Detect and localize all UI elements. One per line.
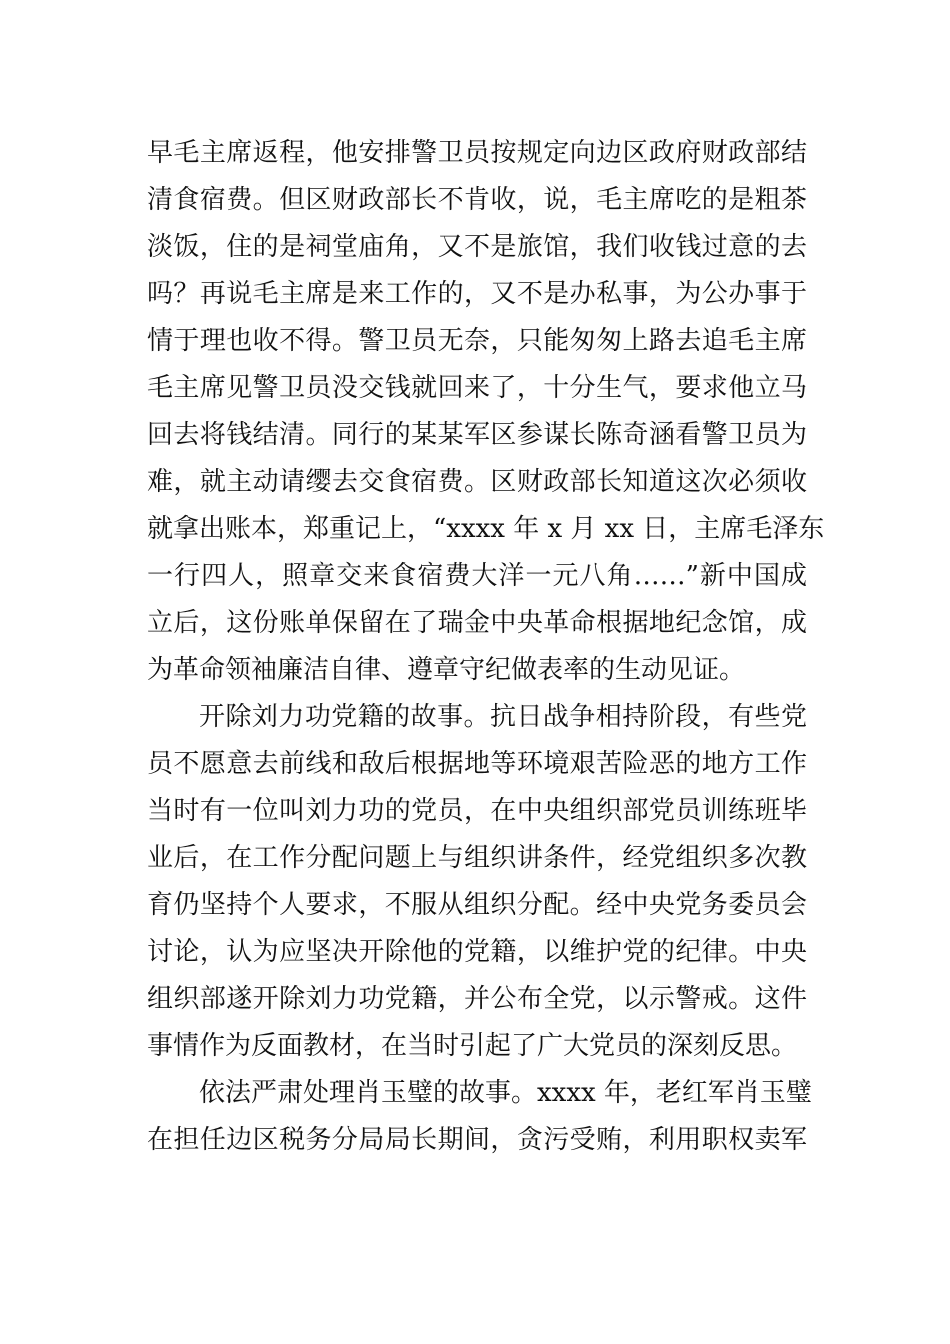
text-line: 清食宿费。但区财政部长不肯收，说，毛主席吃的是粗茶 <box>147 185 807 215</box>
text-line: 吗？再说毛主席是来工作的，又不是办私事，为公办事于 <box>147 279 807 309</box>
text-line: 组织部遂开除刘力功党籍，并公布全党，以示警戒。这件 <box>147 984 807 1014</box>
text-line: 情于理也收不得。警卫员无奈，只能匆匆上路去追毛主席 <box>147 326 807 356</box>
text-line: 就拿出账本，郑重记上，“xxxx 年 x 月 xx 日，主席毛泽东 <box>147 514 825 544</box>
text-line: 早毛主席返程，他安排警卫员按规定向边区政府财政部结 <box>147 138 807 168</box>
text-line: 事情作为反面教材，在当时引起了广大党员的深刻反思。 <box>147 1031 798 1061</box>
text-line: 当时有一位叫刘力功的党员，在中央组织部党员训练班毕 <box>147 796 807 826</box>
text-line: 一行四人，照章交来食宿费大洋一元八角……”新中国成 <box>147 561 807 591</box>
paragraph-first-line: 依法严肃处理肖玉璧的故事。xxxx 年，老红军肖玉璧 <box>199 1078 812 1108</box>
text-line: 回去将钱结清。同行的某某军区参谋长陈奇涵看警卫员为 <box>147 420 807 450</box>
text-line: 讨论，认为应坚决开除他的党籍，以维护党的纪律。中央 <box>147 937 807 967</box>
paragraph-first-line: 开除刘力功党籍的故事。抗日战争相持阶段，有些党 <box>199 702 807 732</box>
text-line: 育仍坚持个人要求，不服从组织分配。经中央党务委员会 <box>147 890 807 920</box>
text-line: 在担任边区税务分局局长期间，贪污受贿，利用职权卖军 <box>147 1125 807 1155</box>
text-line: 为革命领袖廉洁自律、遵章守纪做表率的生动见证。 <box>147 655 746 685</box>
text-line: 业后，在工作分配问题上与组织讲条件，经党组织多次教 <box>147 843 807 873</box>
text-line: 难，就主动请缨去交食宿费。区财政部长知道这次必须收 <box>147 467 807 497</box>
text-line: 淡饭，住的是祠堂庙角，又不是旅馆，我们收钱过意的去 <box>147 232 807 262</box>
text-line: 毛主席见警卫员没交钱就回来了，十分生气，要求他立马 <box>147 373 807 403</box>
text-line: 立后，这份账单保留在了瑞金中央革命根据地纪念馆，成 <box>147 608 807 638</box>
text-line: 员不愿意去前线和敌后根据地等环境艰苦险恶的地方工作 <box>147 749 807 779</box>
